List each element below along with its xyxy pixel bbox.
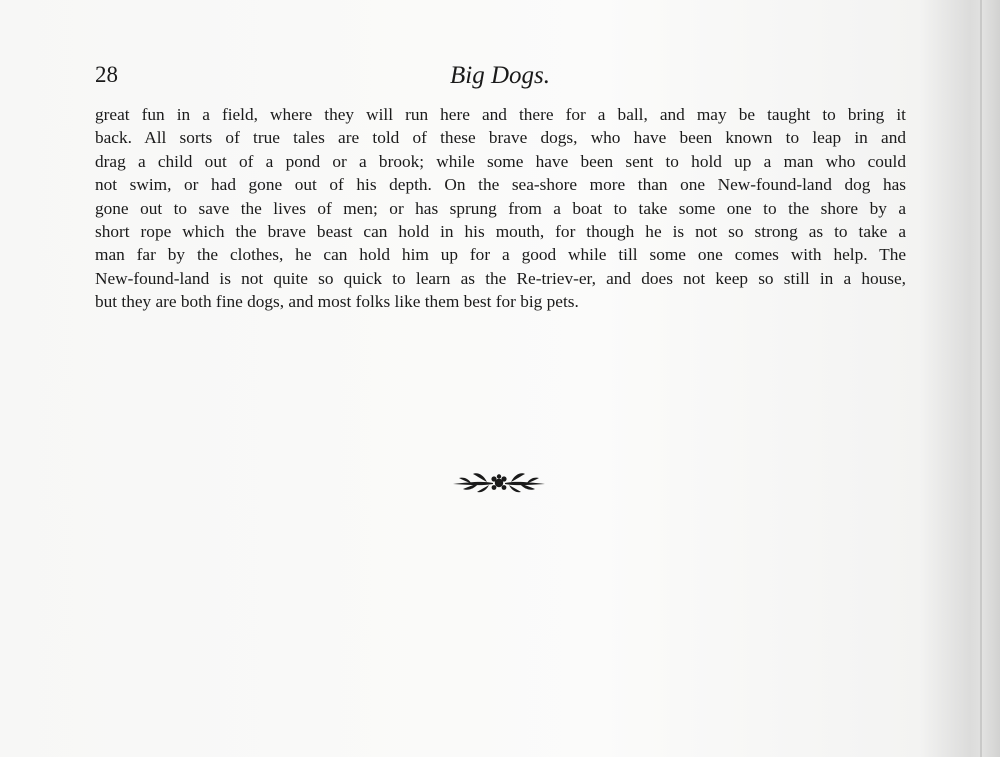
body-text [95,103,906,314]
floral-ornament-icon [449,468,549,498]
text-line-2: back. All sorts of true tales are told of these brave dogs, who have been known to leap in and [95,128,906,148]
text-line-6: short rope which the brave beast can hold in his mouth, for though he is not so strong as to take a [95,222,906,242]
text-line-5: gone out to save the lives of men; or has sprung from a boat to take some one to the shore by a [95,198,906,218]
page-edge [980,0,982,757]
page-number: 28 [95,62,118,87]
text-line-8: New-found-land is not quite so quick to learn as the Re-triev-er, and does not keep so still in a house, [95,268,906,288]
page-header [95,62,905,92]
text-line-9: but they are both fine dogs, and most folks like them best for big pets. [95,292,579,312]
text-line-1: great fun in a field, where they will run here and there for a ball, and may be taught to bring it [95,105,906,124]
text-line-3: drag a child out of a pond or a brook; while some have been sent to hold up a man who could [95,151,906,171]
running-title: Big Dogs. [450,62,550,89]
page-gutter-shadow [982,0,1000,757]
text-line-4: not swim, or had gone out of his depth. On the sea-shore more than one New-found-land dog has [95,175,906,195]
text-line-7: man far by the clothes, he can hold him up for a good while till some one comes with help. The [95,245,906,265]
